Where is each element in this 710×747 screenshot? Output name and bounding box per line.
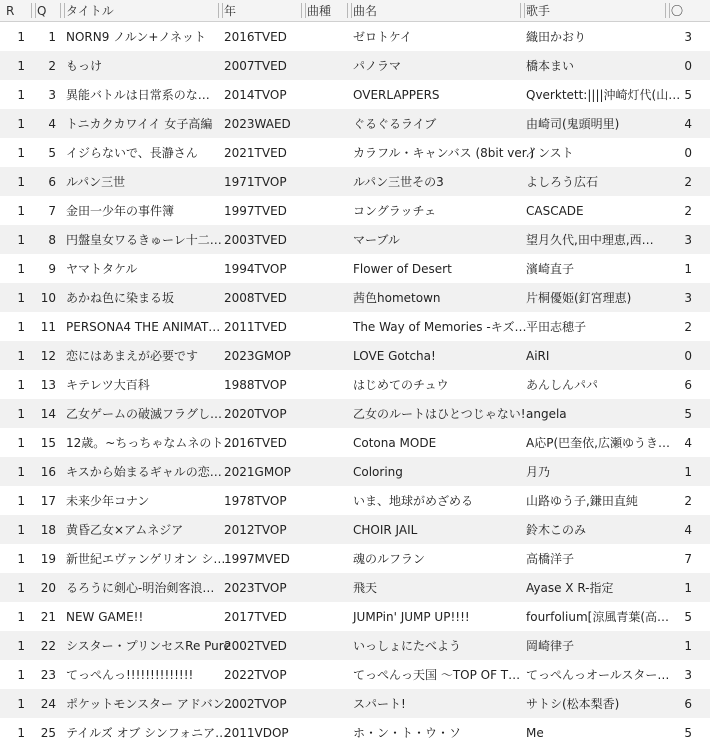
cell-q: 18 xyxy=(40,522,56,537)
column-header-year[interactable] xyxy=(218,0,301,21)
cell-r: 1 xyxy=(17,696,25,711)
cell-year: 2020TVOP xyxy=(224,406,287,421)
column-header-label: 曲名 xyxy=(353,4,378,18)
cell-score: 2 xyxy=(684,203,692,218)
cell-score: 1 xyxy=(684,580,692,595)
cell-q: 25 xyxy=(40,725,56,740)
cell-year: 2016TVED xyxy=(224,435,287,450)
column-header-artist[interactable] xyxy=(520,0,665,21)
cell-year: 2023GMOP xyxy=(224,348,291,363)
cell-title: キスから始まるギャルの恋… xyxy=(66,465,222,479)
table-row[interactable] xyxy=(0,225,710,254)
cell-song-name: いっしょにたべよう xyxy=(353,639,462,653)
column-resize-handle[interactable] xyxy=(301,3,306,18)
cell-song-name: The Way of Memories -キズ… xyxy=(353,320,527,334)
table-row[interactable] xyxy=(0,254,710,283)
cell-r: 1 xyxy=(17,232,25,247)
cell-title: 異能バトルは日常系のな… xyxy=(66,88,210,102)
cell-year: 2021TVED xyxy=(224,145,287,160)
cell-q: 3 xyxy=(48,87,56,102)
cell-title: ポケットモンスター アドバン… xyxy=(66,697,237,711)
cell-song-name: パノラマ xyxy=(353,59,402,73)
column-header-label: 曲種 xyxy=(307,4,332,18)
cell-song-name: ぐるぐるライブ xyxy=(353,117,437,131)
cell-r: 1 xyxy=(17,290,25,305)
cell-artist: A応P(巴奎依,広瀬ゆうき… xyxy=(526,436,670,450)
cell-year: 2007TVED xyxy=(224,58,287,73)
table-row[interactable] xyxy=(0,196,710,225)
table-header xyxy=(0,0,710,22)
cell-year: 1994TVOP xyxy=(224,261,287,276)
cell-r: 1 xyxy=(17,638,25,653)
cell-score: 3 xyxy=(684,667,692,682)
cell-r: 1 xyxy=(17,348,25,363)
cell-r: 1 xyxy=(17,580,25,595)
table-row[interactable] xyxy=(0,573,710,602)
table-row[interactable] xyxy=(0,109,710,138)
cell-year: 1971TVOP xyxy=(224,174,287,189)
cell-artist: Me xyxy=(526,725,544,740)
cell-title: ルパン三世 xyxy=(66,175,126,189)
cell-q: 16 xyxy=(40,464,56,479)
cell-r: 1 xyxy=(17,58,25,73)
table-row[interactable] xyxy=(0,51,710,80)
cell-artist: fourfolium[涼風青葉(高… xyxy=(526,610,669,624)
cell-title: るろうに剣心-明治剣客浪… xyxy=(66,581,215,595)
column-resize-handle[interactable] xyxy=(665,3,670,18)
cell-year: 2014TVOP xyxy=(224,87,287,102)
cell-title: テイルズ オブ シンフォニア… xyxy=(66,726,228,740)
cell-title: トニカクカワイイ 女子高編 xyxy=(66,117,213,131)
table-row[interactable] xyxy=(0,22,710,51)
cell-song-name: てっぺんっ天国 ～TOP OF T… xyxy=(353,668,521,682)
table-row[interactable] xyxy=(0,718,710,747)
cell-title: 12歳。~ちっちゃなムネのト… xyxy=(66,436,236,450)
cell-r: 1 xyxy=(17,551,25,566)
table-row[interactable] xyxy=(0,341,710,370)
cell-score: 4 xyxy=(684,522,692,537)
cell-song-name: スパート! xyxy=(353,697,406,711)
cell-score: 5 xyxy=(684,406,692,421)
cell-song-name: JUMPin' JUMP UP!!!! xyxy=(353,609,470,624)
table-row[interactable] xyxy=(0,631,710,660)
cell-song-name: カラフル・キャンバス (8bit ver.) xyxy=(353,146,535,160)
cell-year: 1978TVOP xyxy=(224,493,287,508)
cell-title: PERSONA4 THE ANIMAT… xyxy=(66,319,221,334)
cell-score: 0 xyxy=(684,58,692,73)
table-row[interactable] xyxy=(0,689,710,718)
cell-r: 1 xyxy=(17,145,25,160)
cell-year: 2011TVED xyxy=(224,319,287,334)
cell-artist: てっぺんっオールスター… xyxy=(526,668,670,682)
cell-title: 未来少年コナン xyxy=(66,494,150,508)
cell-q: 24 xyxy=(40,696,56,711)
cell-r: 1 xyxy=(17,203,25,218)
cell-title: 円盤皇女ワるきゅーレ十二… xyxy=(66,233,222,247)
table-row[interactable] xyxy=(0,660,710,689)
cell-artist: Qverktett:||||沖崎灯代(山… xyxy=(526,88,681,102)
table-row[interactable] xyxy=(0,399,710,428)
cell-r: 1 xyxy=(17,406,25,421)
cell-song-name: マーブル xyxy=(353,233,400,247)
cell-q: 8 xyxy=(48,232,56,247)
cell-title: てっぺんっ!!!!!!!!!!!!!! xyxy=(66,668,194,682)
column-header-title[interactable] xyxy=(60,0,218,21)
cell-year: 1997MVED xyxy=(224,551,290,566)
cell-q: 21 xyxy=(40,609,56,624)
cell-year: 2023WAED xyxy=(224,116,291,131)
cell-score: 2 xyxy=(684,174,692,189)
table-row[interactable] xyxy=(0,80,710,109)
cell-song-name: いま、地球がめざめる xyxy=(353,494,474,508)
cell-artist: 望月久代,田中理恵,西… xyxy=(526,233,654,247)
cell-year: 2002TVOP xyxy=(224,696,287,711)
cell-q: 17 xyxy=(40,493,56,508)
cell-artist: Ayase X R-指定 xyxy=(526,581,614,595)
table-body xyxy=(0,22,710,747)
cell-score: 1 xyxy=(684,638,692,653)
cell-title: 乙女ゲームの破滅フラグし… xyxy=(66,407,223,421)
cell-score: 4 xyxy=(684,435,692,450)
cell-score: 5 xyxy=(684,609,692,624)
cell-score: 4 xyxy=(684,116,692,131)
cell-score: 0 xyxy=(684,348,692,363)
cell-score: 6 xyxy=(684,377,692,392)
cell-r: 1 xyxy=(17,261,25,276)
column-resize-handle[interactable] xyxy=(31,3,36,18)
cell-title: 金田一少年の事件簿 xyxy=(66,204,175,218)
column-header-r[interactable] xyxy=(0,0,31,21)
cell-r: 1 xyxy=(17,319,25,334)
cell-artist: 平田志穂子 xyxy=(526,320,587,334)
cell-q: 15 xyxy=(40,435,56,450)
column-resize-handle[interactable] xyxy=(218,3,223,18)
table-row[interactable] xyxy=(0,602,710,631)
cell-artist: 織田かおり xyxy=(526,30,587,44)
cell-q: 10 xyxy=(40,290,56,305)
cell-song-name: Flower of Desert xyxy=(353,261,452,276)
cell-artist: サトシ(松本梨香) xyxy=(526,697,620,711)
cell-score: 5 xyxy=(684,87,692,102)
cell-title: 黄昏乙女×アムネジア xyxy=(66,523,184,537)
cell-r: 1 xyxy=(17,174,25,189)
cell-score: 0 xyxy=(684,145,692,160)
cell-song-name: Cotona MODE xyxy=(353,435,437,450)
cell-song-name: 乙女のルートはひとつじゃない! xyxy=(353,407,526,421)
cell-q: 7 xyxy=(48,203,56,218)
column-header-q[interactable] xyxy=(31,0,60,21)
cell-artist: よしろう広石 xyxy=(526,175,599,189)
cell-song-name: ホ・ン・ト・ウ・ソ xyxy=(353,726,462,740)
table-row[interactable] xyxy=(0,312,710,341)
cell-artist: 濱崎直子 xyxy=(526,262,575,276)
table-row[interactable] xyxy=(0,428,710,457)
cell-q: 4 xyxy=(48,116,56,131)
cell-title: キテレツ大百科 xyxy=(66,378,150,392)
cell-artist: あんしんパパ xyxy=(526,378,599,392)
cell-year: 2023TVOP xyxy=(224,580,287,595)
cell-title: あかね色に染まる坂 xyxy=(66,291,175,305)
cell-score: 7 xyxy=(684,551,692,566)
cell-q: 1 xyxy=(48,29,56,44)
table-row[interactable] xyxy=(0,486,710,515)
cell-title: NEW GAME!! xyxy=(66,609,144,624)
cell-r: 1 xyxy=(17,87,25,102)
cell-q: 9 xyxy=(48,261,56,276)
cell-artist: CASCADE xyxy=(526,203,584,218)
cell-year: 2016TVED xyxy=(224,29,287,44)
cell-score: 2 xyxy=(684,319,692,334)
cell-artist: 鈴木このみ xyxy=(526,523,587,537)
cell-song-name: はじめてのチュウ xyxy=(353,378,449,392)
table-row[interactable] xyxy=(0,370,710,399)
cell-score: 5 xyxy=(684,725,692,740)
cell-song-name: LOVE Gotcha! xyxy=(353,348,436,363)
cell-year: 2003TVED xyxy=(224,232,287,247)
cell-song-name: ルパン三世その3 xyxy=(353,175,444,189)
column-header-label: 歌手 xyxy=(526,4,551,18)
cell-artist: 山路ゆう子,鎌田直純 xyxy=(526,494,638,508)
cell-q: 13 xyxy=(40,377,56,392)
cell-r: 1 xyxy=(17,667,25,682)
cell-artist: 岡崎律子 xyxy=(526,639,575,653)
cell-year: 2022TVOP xyxy=(224,667,287,682)
cell-score: 1 xyxy=(684,464,692,479)
cell-q: 23 xyxy=(40,667,56,682)
cell-score: 6 xyxy=(684,696,692,711)
cell-title: シスター・プリンセスRe Pure xyxy=(66,639,231,653)
cell-q: 2 xyxy=(48,58,56,73)
cell-score: 2 xyxy=(684,493,692,508)
cell-artist: 片桐優姫(釘宮理恵) xyxy=(526,291,632,305)
cell-song-name: Coloring xyxy=(353,464,403,479)
cell-q: 22 xyxy=(40,638,56,653)
cell-artist: 高橋洋子 xyxy=(526,552,575,566)
cell-title: NORN9 ノルン+ノネット xyxy=(66,30,206,44)
cell-r: 1 xyxy=(17,493,25,508)
column-resize-handle[interactable] xyxy=(60,3,65,18)
cell-r: 1 xyxy=(17,435,25,450)
cell-r: 1 xyxy=(17,377,25,392)
table-row[interactable] xyxy=(0,515,710,544)
cell-song-name: CHOIR JAIL xyxy=(353,522,418,537)
cell-q: 19 xyxy=(40,551,56,566)
cell-r: 1 xyxy=(17,116,25,131)
cell-artist: 由崎司(鬼頭明里) xyxy=(526,117,620,131)
cell-q: 11 xyxy=(40,319,56,334)
column-header-label: Q xyxy=(37,3,47,18)
cell-year: 2021GMOP xyxy=(224,464,291,479)
cell-artist: 月乃 xyxy=(526,465,551,479)
cell-song-name: コングラッチェ xyxy=(353,204,437,218)
column-header-label: 年 xyxy=(224,4,237,18)
cell-song-name: ゼロトケイ xyxy=(353,30,412,44)
table-row[interactable] xyxy=(0,283,710,312)
cell-year: 2008TVED xyxy=(224,290,287,305)
column-header-song-type[interactable] xyxy=(301,0,347,21)
cell-q: 12 xyxy=(40,348,56,363)
cell-title: ヤマトタケル xyxy=(66,262,138,276)
cell-q: 14 xyxy=(40,406,56,421)
cell-artist: 橋本まい xyxy=(526,59,575,73)
cell-year: 2012TVOP xyxy=(224,522,287,537)
cell-r: 1 xyxy=(17,464,25,479)
column-header-song-name[interactable] xyxy=(347,0,520,21)
cell-r: 1 xyxy=(17,609,25,624)
cell-q: 20 xyxy=(40,580,56,595)
cell-year: 1997TVED xyxy=(224,203,287,218)
column-header-score[interactable] xyxy=(665,0,710,21)
cell-artist: AiRI xyxy=(526,348,550,363)
column-header-label: R xyxy=(6,3,15,18)
cell-score: 3 xyxy=(684,29,692,44)
cell-q: 5 xyxy=(48,145,56,160)
cell-year: 2017TVED xyxy=(224,609,287,624)
column-header-label: 〇 xyxy=(671,4,684,18)
cell-song-name: 飛天 xyxy=(353,581,378,595)
cell-year: 1988TVOP xyxy=(224,377,287,392)
cell-artist: インスト xyxy=(526,146,574,160)
table-row[interactable] xyxy=(0,138,710,167)
cell-artist: angela xyxy=(526,406,567,421)
cell-q: 6 xyxy=(48,174,56,189)
cell-title: 恋にはあまえが必要です xyxy=(66,349,199,363)
cell-song-name: OVERLAPPERS xyxy=(353,87,440,102)
cell-year: 2002TVED xyxy=(224,638,287,653)
cell-score: 3 xyxy=(684,290,692,305)
cell-score: 3 xyxy=(684,232,692,247)
cell-title: 新世紀エヴァンゲリオン シ… xyxy=(66,552,226,566)
table-row[interactable] xyxy=(0,544,710,573)
table-row[interactable] xyxy=(0,167,710,196)
cell-title: もっけ xyxy=(66,59,103,73)
cell-r: 1 xyxy=(17,29,25,44)
cell-score: 1 xyxy=(684,261,692,276)
column-resize-handle[interactable] xyxy=(520,3,525,18)
column-resize-handle[interactable] xyxy=(347,3,352,18)
column-header-label: タイトル xyxy=(66,4,114,18)
cell-r: 1 xyxy=(17,522,25,537)
cell-year: 2011VDOP xyxy=(224,725,289,740)
cell-r: 1 xyxy=(17,725,25,740)
cell-title: イジらないで、長瀞さん xyxy=(66,146,198,160)
table-row[interactable] xyxy=(0,457,710,486)
cell-song-name: 魂のルフラン xyxy=(353,552,426,566)
cell-song-name: 茜色hometown xyxy=(353,291,441,305)
